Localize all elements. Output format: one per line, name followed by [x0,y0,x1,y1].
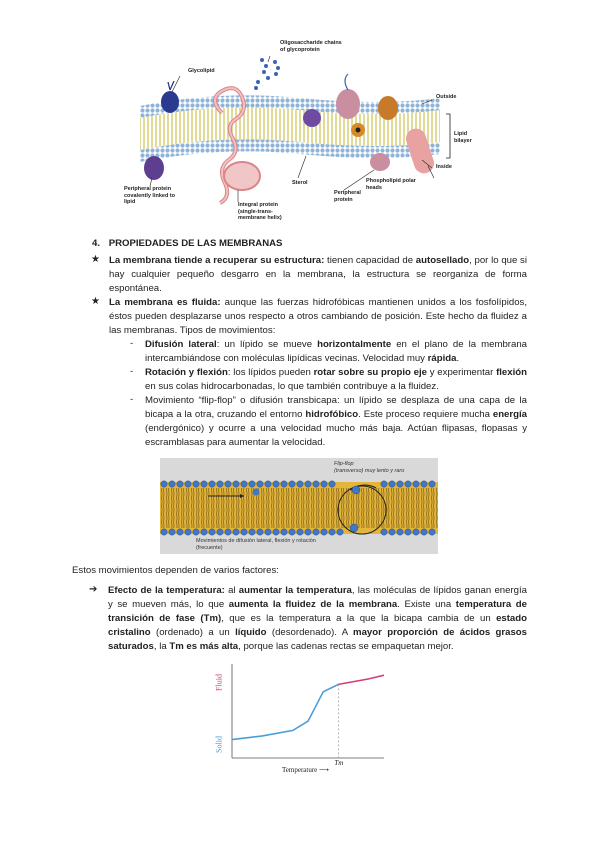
flipflop-bottom-label: Movimientos de difusión lateral, flexión y rotación (frecuente) [196,538,316,551]
y-label-fluid: Fluid [214,674,224,691]
factor-temperatura: Efecto de la temperatura: al aumentar la temperatura, las moléculas de lípidos ganan energía y se mueven más, lo que aumenta la fluidez de la membrana. Existe una temperatura de transición de fase (Tm), que es la temperatura a la que la bicapa cambia de un estado cristalino (ordenado) a un líquido (desordenado). A mayor proporción de ácidos grasos saturados, la Tm es más alta, porque las cadenas rectas se empaquetan mejor. [108,585,528,652]
series-line-fluid [338,675,384,684]
temperature-chart-svg [212,660,392,776]
factors-intro: Estos movimientos dependen de varios factores: [72,565,279,576]
dash-marker: - [130,338,134,349]
section-heading [92,238,282,249]
label-outside: Outside [436,94,457,100]
dash-marker: - [130,366,134,377]
flipflop-top-body: (transverso) muy lento y raro [334,467,405,474]
flipflop-top-title: Flip-flop [334,461,354,467]
membrane-figure [110,38,480,230]
bullet-star-icon: ★ [91,254,100,265]
movement-flip-flop: Movimiento “flip-flop” o difusión transbicapa: un lípido se desplaza de una capa de la bicapa a la otra, cruzando el entorno hidrofóbico. Este proceso requiere mucha energía (endergónico) y ocurre a una velocidad mucho más baja. Actúan flipasas, flopasas y escramblasas para aumentar la velocidad. [145,395,527,448]
section-title: PROPIEDADES DE LAS MEMBRANAS [108,238,283,249]
label-phospholipid-heads: Phospholipid polar heads [366,178,416,191]
label-glycolipid: Glycolipid [188,68,215,74]
arrow-right-icon: ➔ [89,584,98,595]
label-lipid-bilayer: Lipid bilayer [454,131,472,144]
flipflop-figure [160,458,438,554]
x-label-text: Temperature [282,766,318,774]
x-label-temperature [282,766,329,774]
label-integral-protein: Integral protein (single-trans-membrane helix) [238,202,282,221]
label-oligosaccharide: Oligosaccharide chains of glycoprotein [280,40,342,53]
movement-difusion-lateral: Difusión lateral: un lípido se mueve horizontalmente en el plano de la membrana intercambiándose con moléculas lipídicas vecinas. Velocidad muy rápida. [145,339,527,364]
bullet-autosellado: La membrana tiende a recuperar su estructura: tienen capacidad de autosellado, por lo que si hay cualquier pequeño desgarro en la membrana, la estructura se reorganiza de forma espontánea. [109,255,527,294]
label-peripheral-covalent: Peripheral protein covalently linked to lipid [124,186,176,205]
flipflop-top-label [334,461,414,474]
temperature-chart [212,660,392,776]
y-label-solid: Solid [214,736,224,753]
tick-label-tm: Tm [334,759,344,767]
movement-rotacion-flexion: Rotación y flexión: los lípidos pueden rotar sobre su propio eje y experimentar flexión en sus colas hidrocarbonadas, lo que también contribuye a la fluidez. [145,367,527,392]
dash-marker: - [130,394,134,405]
label-sterol: Sterol [292,180,308,186]
label-peripheral-protein: Peripheral protein [334,190,361,203]
bullet-fluida: La membrana es fluida: aunque las fuerzas hidrofóbicas mantienen unidos a los fosfolípidos, éstos pueden desplazarse unos respecto a otros cambiando de posición. Este hecho da fluidez a las membranas. Tipos de movimientos: [109,297,527,336]
x-label-arrow: ⟶ [319,766,330,774]
label-inside: Inside [436,164,452,170]
bullet-star-icon: ★ [91,296,100,307]
series-line-solid [232,684,338,739]
section-number: 4. [92,238,101,249]
